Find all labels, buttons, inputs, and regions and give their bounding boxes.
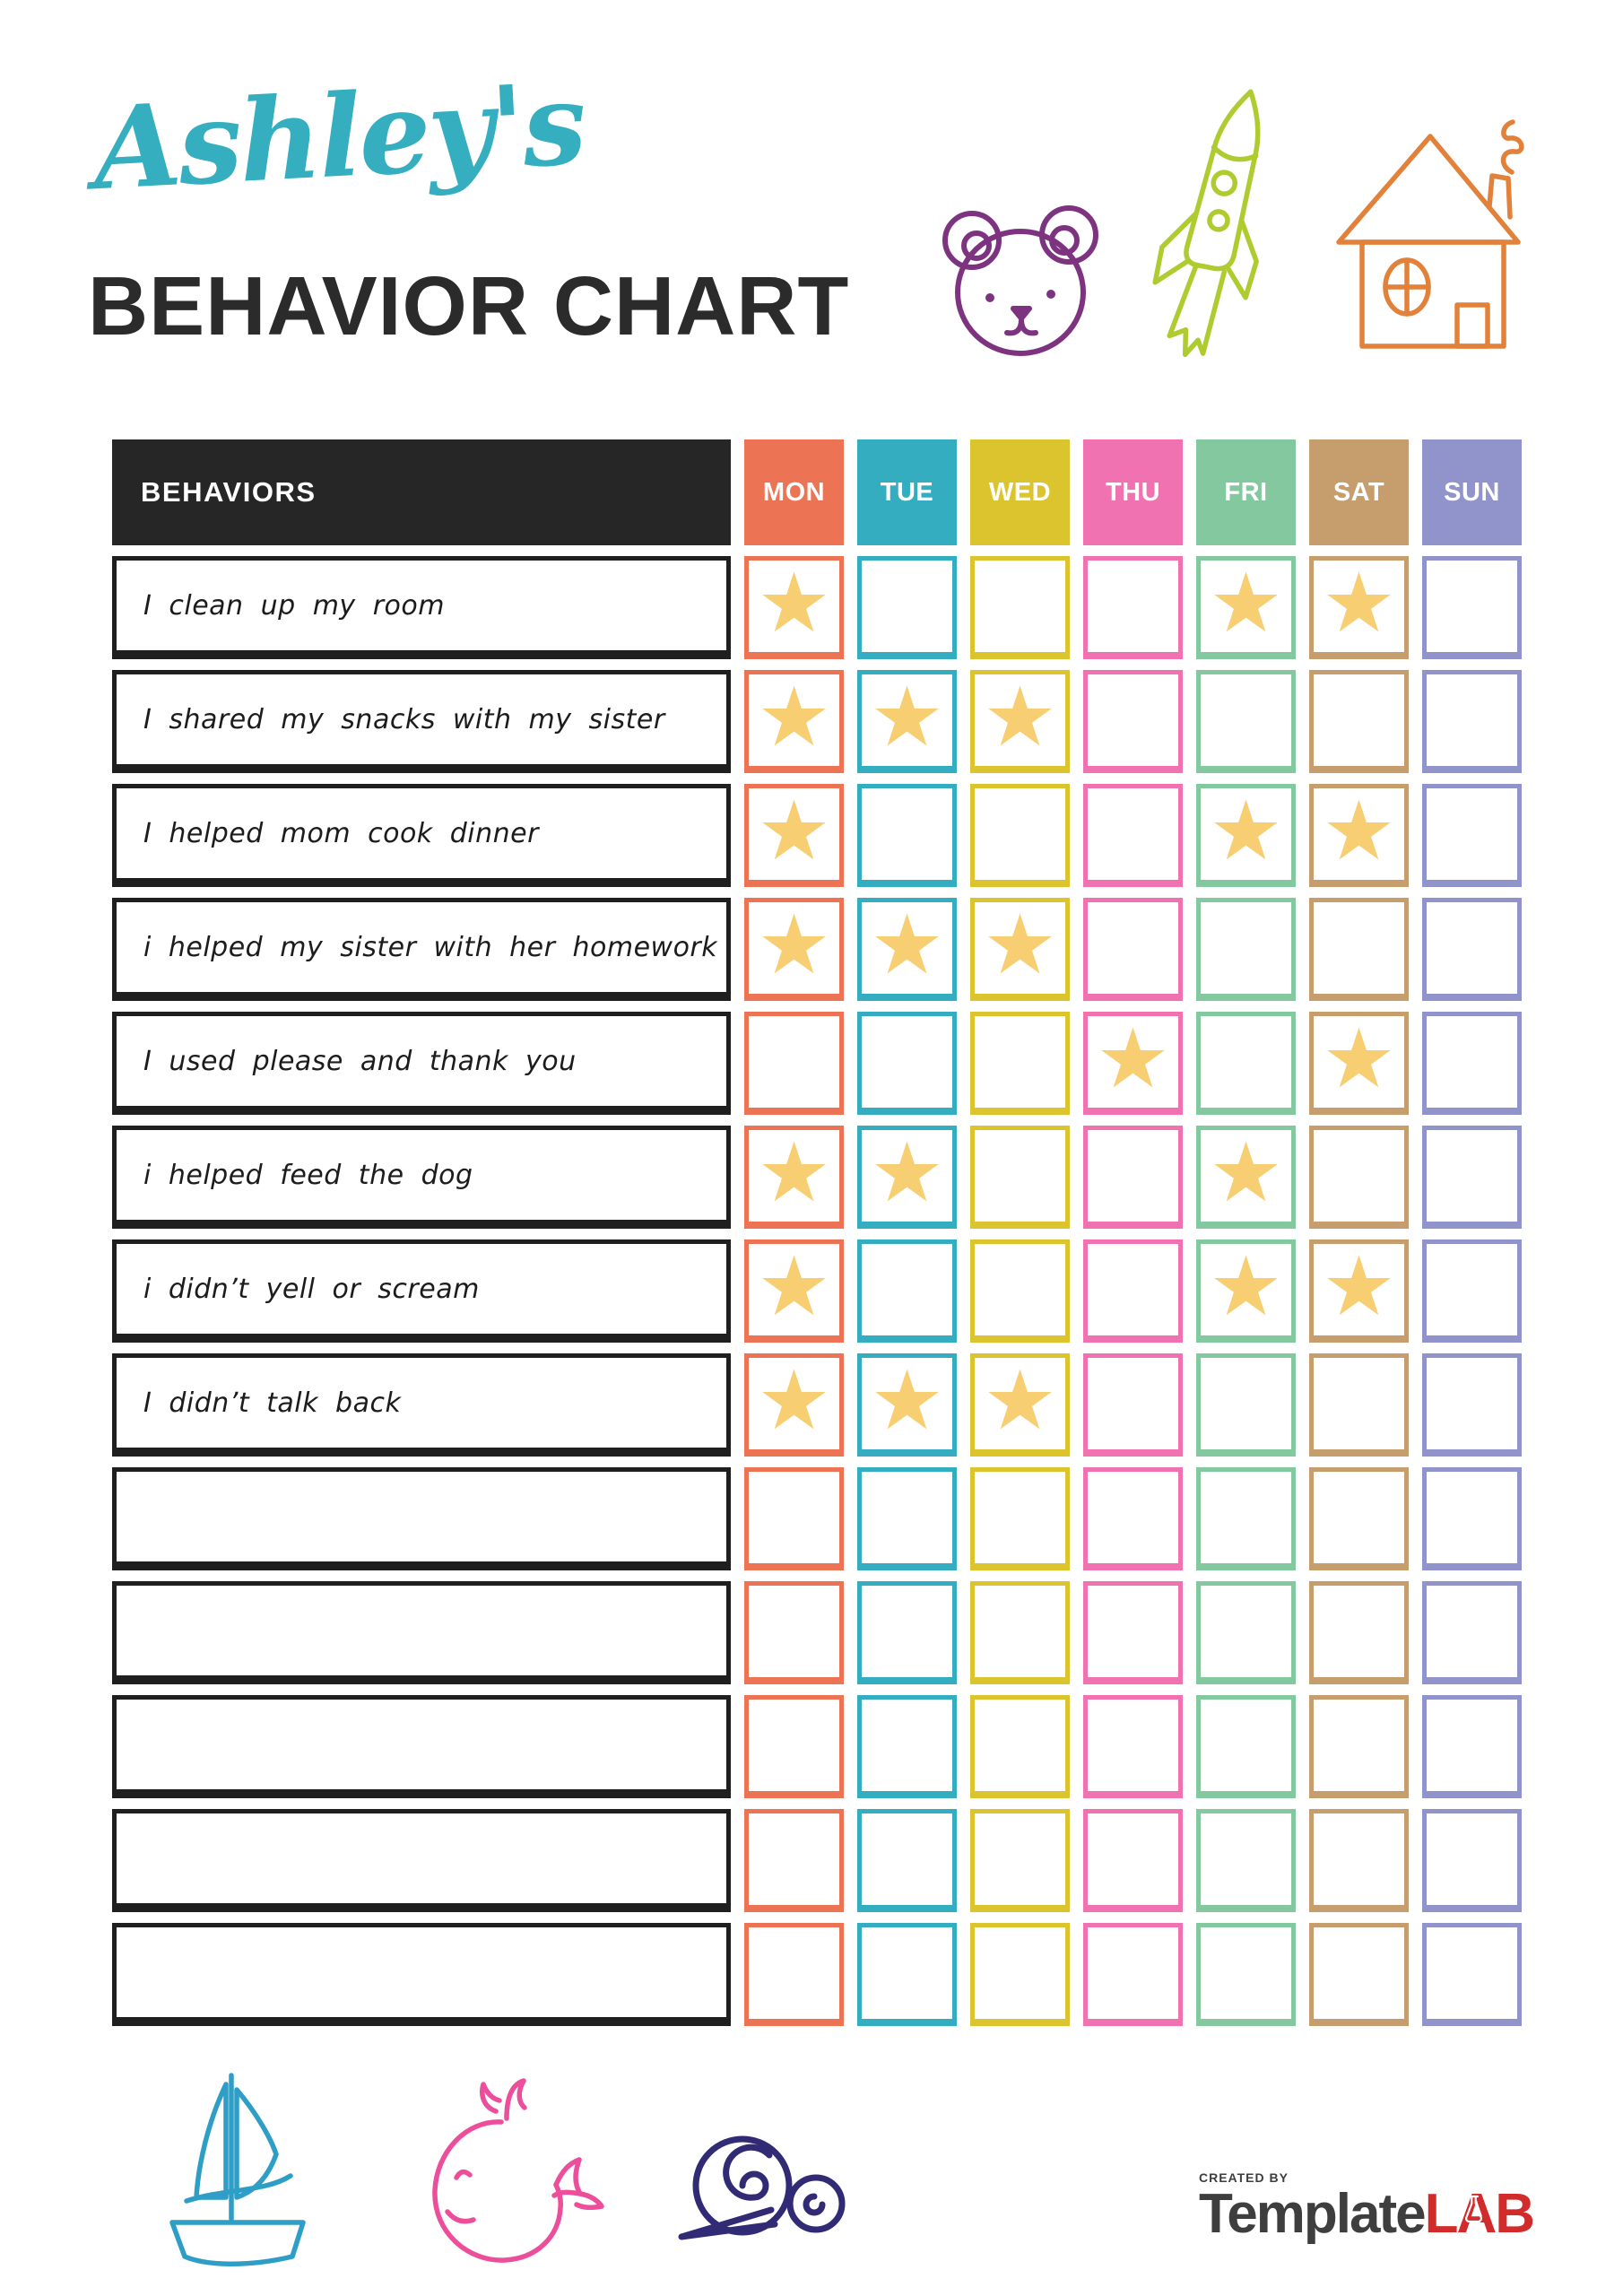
star-cell-tue [857, 1012, 957, 1115]
behavior-chart-table [112, 439, 1522, 2026]
star-cell-fri [1196, 1012, 1296, 1115]
day-header-sat: SAT [1309, 439, 1409, 545]
star-cell-sat [1309, 670, 1409, 773]
star-cell-wed [970, 556, 1070, 659]
star-icon: ★ [1209, 783, 1283, 879]
star-icon: ★ [870, 1125, 944, 1221]
star-cell-mon [744, 1923, 844, 2026]
behavior-label-box [112, 1923, 731, 2026]
star-cell-thu [1083, 1239, 1183, 1343]
star-cell-wed [970, 898, 1070, 1001]
behavior-label-box [112, 1695, 731, 1798]
star-cell-thu [1083, 1467, 1183, 1570]
behavior-label-box [112, 1353, 731, 1457]
star-cell-mon [744, 898, 844, 1001]
star-cell-wed [970, 1809, 1070, 1912]
star-cell-fri [1196, 1239, 1296, 1343]
star-cell-thu [1083, 1012, 1183, 1115]
house-icon [1330, 100, 1536, 368]
star-icon: ★ [1322, 783, 1396, 879]
star-cell-tue [857, 1126, 957, 1229]
day-header-thu: THU [1083, 439, 1183, 545]
star-cell-fri [1196, 1467, 1296, 1570]
star-cell-tue [857, 784, 957, 887]
page-title: BEHAVIOR CHART [88, 259, 850, 352]
star-icon: ★ [870, 897, 944, 993]
star-icon: ★ [1209, 1239, 1283, 1335]
star-cell-wed [970, 1239, 1070, 1343]
star-cell-wed [970, 1923, 1070, 2026]
page-title-script: Ashley's [90, 57, 587, 216]
star-cell-sun [1422, 556, 1522, 659]
logo-created-by: CREATED BY [1199, 2170, 1289, 2185]
star-icon: ★ [1322, 555, 1396, 651]
star-cell-mon [744, 1467, 844, 1570]
star-cell-sun [1422, 1353, 1522, 1457]
star-cell-fri [1196, 1353, 1296, 1457]
star-cell-tue [857, 1581, 957, 1684]
behavior-text: I clean up my room [143, 589, 445, 622]
star-icon: ★ [983, 1352, 1057, 1448]
star-cell-tue [857, 1467, 957, 1570]
star-cell-sat [1309, 1012, 1409, 1115]
star-cell-tue [857, 898, 957, 1001]
star-cell-thu [1083, 1809, 1183, 1912]
star-cell-sat [1309, 1467, 1409, 1570]
behavior-label-box [112, 670, 731, 773]
behavior-text: i helped my sister with her homework [143, 931, 718, 963]
star-cell-thu [1083, 556, 1183, 659]
star-cell-fri [1196, 1923, 1296, 2026]
star-cell-wed [970, 1012, 1070, 1115]
behavior-label-box [112, 898, 731, 1001]
star-cell-tue [857, 670, 957, 773]
star-cell-thu [1083, 898, 1183, 1001]
star-icon: ★ [757, 669, 831, 765]
behavior-text: I helped mom cook dinner [143, 817, 539, 849]
sailboat-icon [126, 2061, 341, 2281]
star-cell-sun [1422, 1239, 1522, 1343]
star-cell-sat [1309, 898, 1409, 1001]
star-cell-mon [744, 1353, 844, 1457]
star-cell-tue [857, 1809, 957, 1912]
behavior-text: I didn’t talk back [143, 1387, 402, 1419]
star-icon: ★ [870, 669, 944, 765]
star-cell-wed [970, 1581, 1070, 1684]
day-header-wed: WED [970, 439, 1070, 545]
star-cell-sun [1422, 784, 1522, 887]
star-icon: ★ [757, 783, 831, 879]
star-cell-fri [1196, 1809, 1296, 1912]
star-icon: ★ [757, 897, 831, 993]
star-cell-mon [744, 556, 844, 659]
star-cell-thu [1083, 1353, 1183, 1457]
star-cell-sun [1422, 1467, 1522, 1570]
star-cell-sat [1309, 784, 1409, 887]
star-cell-sat [1309, 1353, 1409, 1457]
star-cell-thu [1083, 670, 1183, 773]
star-cell-mon [744, 1581, 844, 1684]
star-icon: ★ [1322, 1239, 1396, 1335]
star-cell-wed [970, 784, 1070, 887]
star-cell-mon [744, 1126, 844, 1229]
star-cell-sun [1422, 1809, 1522, 1912]
star-cell-sat [1309, 1126, 1409, 1229]
star-cell-sun [1422, 1695, 1522, 1798]
star-icon: ★ [757, 1239, 831, 1335]
star-cell-mon [744, 784, 844, 887]
star-cell-sat [1309, 556, 1409, 659]
behavior-text: I used please and thank you [143, 1045, 577, 1077]
behavior-text: i didn’t yell or scream [143, 1273, 480, 1305]
star-cell-wed [970, 670, 1070, 773]
star-cell-mon [744, 1809, 844, 1912]
day-header-fri: FRI [1196, 439, 1296, 545]
behaviors-column-header: BEHAVIORS [112, 439, 731, 545]
star-icon: ★ [757, 1125, 831, 1221]
behavior-label-box [112, 1467, 731, 1570]
star-cell-thu [1083, 1126, 1183, 1229]
snail-icon [642, 2118, 855, 2253]
star-icon: ★ [1209, 555, 1283, 651]
star-cell-thu [1083, 784, 1183, 887]
star-cell-sat [1309, 1695, 1409, 1798]
logo-brand-lab: LAB [1424, 2183, 1534, 2245]
star-cell-sat [1309, 1239, 1409, 1343]
star-cell-sat [1309, 1809, 1409, 1912]
star-icon: ★ [1209, 1125, 1283, 1221]
star-cell-wed [970, 1126, 1070, 1229]
star-cell-fri [1196, 556, 1296, 659]
star-cell-sat [1309, 1581, 1409, 1684]
star-cell-sun [1422, 1581, 1522, 1684]
star-cell-wed [970, 1695, 1070, 1798]
star-cell-thu [1083, 1581, 1183, 1684]
star-icon: ★ [870, 1352, 944, 1448]
bear-icon [925, 188, 1118, 359]
star-cell-sun [1422, 670, 1522, 773]
star-cell-fri [1196, 784, 1296, 887]
behavior-label-box [112, 556, 731, 659]
day-header-tue: TUE [857, 439, 957, 545]
star-cell-thu [1083, 1923, 1183, 2026]
behavior-label-box [112, 1809, 731, 1912]
star-cell-fri [1196, 1126, 1296, 1229]
behavior-label-box [112, 1126, 731, 1229]
star-cell-sun [1422, 898, 1522, 1001]
star-cell-mon [744, 670, 844, 773]
flask-icon [1464, 2194, 1483, 2224]
logo-brand-template: Template [1199, 2183, 1425, 2245]
star-icon: ★ [757, 1352, 831, 1448]
behavior-label-box [112, 1239, 731, 1343]
star-cell-tue [857, 1353, 957, 1457]
star-cell-mon [744, 1695, 844, 1798]
star-cell-tue [857, 1695, 957, 1798]
star-cell-tue [857, 556, 957, 659]
day-header-mon: MON [744, 439, 844, 545]
star-cell-tue [857, 1923, 957, 2026]
logo-brand [1199, 2183, 1534, 2245]
star-cell-mon [744, 1012, 844, 1115]
behavior-label-box [112, 1012, 731, 1115]
star-cell-fri [1196, 670, 1296, 773]
star-cell-mon [744, 1239, 844, 1343]
star-cell-fri [1196, 1695, 1296, 1798]
whale-icon [390, 2063, 610, 2278]
behavior-text: I shared my snacks with my sister [143, 703, 665, 735]
star-cell-sat [1309, 1923, 1409, 2026]
star-icon: ★ [1322, 1011, 1396, 1107]
behavior-text: i helped feed the dog [143, 1159, 473, 1191]
templatelab-logo [1199, 2170, 1534, 2245]
star-icon: ★ [983, 669, 1057, 765]
star-cell-sun [1422, 1012, 1522, 1115]
day-header-sun: SUN [1422, 439, 1522, 545]
behavior-label-box [112, 784, 731, 887]
star-cell-wed [970, 1353, 1070, 1457]
star-cell-fri [1196, 1581, 1296, 1684]
behavior-label-box [112, 1581, 731, 1684]
star-cell-sun [1422, 1126, 1522, 1229]
star-icon: ★ [983, 897, 1057, 993]
star-cell-wed [970, 1467, 1070, 1570]
star-icon: ★ [1096, 1011, 1170, 1107]
star-cell-tue [857, 1239, 957, 1343]
star-cell-fri [1196, 898, 1296, 1001]
rocket-icon [1141, 79, 1295, 391]
star-cell-thu [1083, 1695, 1183, 1798]
star-icon: ★ [757, 555, 831, 651]
star-cell-sun [1422, 1923, 1522, 2026]
